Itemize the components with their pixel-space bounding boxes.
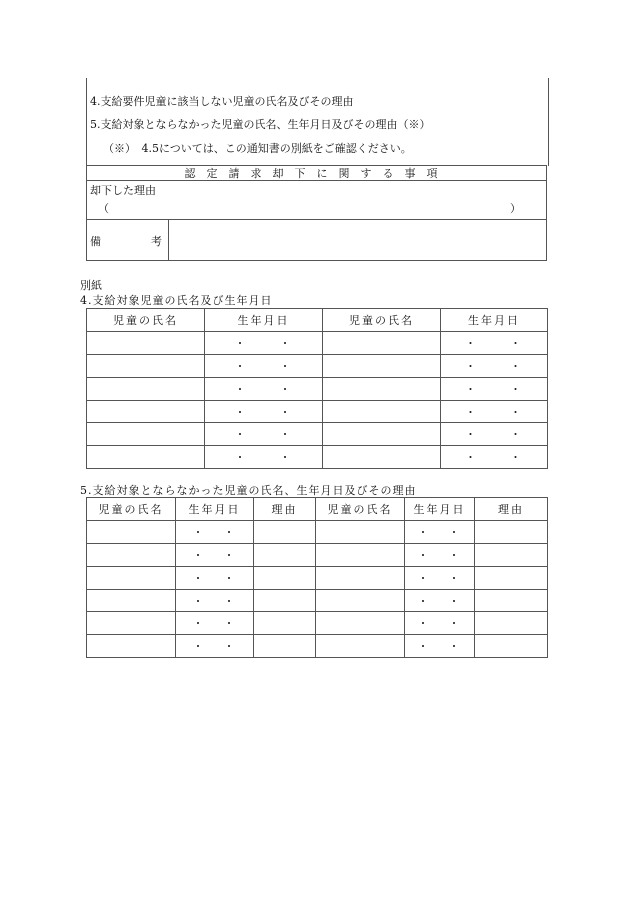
date-separator-dot: ・ bbox=[234, 451, 248, 465]
reason-cell bbox=[475, 635, 548, 658]
birthdate-cell bbox=[176, 635, 254, 658]
birthdate-cell bbox=[205, 400, 323, 423]
birthdate-cell bbox=[205, 331, 323, 354]
child-name-cell bbox=[87, 520, 176, 543]
table1-header-name: 児童の氏名 bbox=[323, 309, 441, 332]
birthdate-cell bbox=[205, 423, 323, 446]
date-separator-dot: ・ bbox=[448, 640, 462, 654]
birthdate-cell bbox=[405, 612, 475, 635]
date-separator-dot: ・ bbox=[234, 428, 248, 442]
date-separator-dot: ・ bbox=[192, 525, 206, 539]
child-name-cell bbox=[87, 589, 176, 612]
remarks-label-char-2: 考 bbox=[151, 235, 162, 248]
table-row bbox=[87, 589, 548, 612]
open-parenthesis: （ bbox=[98, 202, 109, 215]
table2-header-birthdate: 生年月日 bbox=[176, 498, 254, 521]
table1-title: 4.支給対象児童の氏名及び生年月日 bbox=[80, 294, 273, 307]
date-separator-dot: ・ bbox=[465, 405, 478, 419]
child-name-cell bbox=[87, 331, 205, 354]
date-separator-dot: ・ bbox=[234, 405, 248, 419]
table-row bbox=[87, 331, 548, 354]
table1-header-birthdate: 生年月日 bbox=[441, 309, 548, 332]
table1-header-name: 児童の氏名 bbox=[87, 309, 205, 332]
rejection-reason-box bbox=[86, 180, 547, 220]
date-separator-dot: ・ bbox=[510, 451, 523, 465]
child-name-cell bbox=[87, 635, 176, 658]
date-separator-dot: ・ bbox=[417, 571, 431, 585]
table1-header-row bbox=[87, 309, 548, 332]
date-separator-dot: ・ bbox=[465, 359, 478, 373]
date-separator-dot: ・ bbox=[234, 382, 248, 396]
date-separator-dot: ・ bbox=[465, 451, 478, 465]
birthdate-cell bbox=[405, 566, 475, 589]
table-row bbox=[87, 377, 548, 400]
child-name-cell bbox=[316, 520, 405, 543]
ineligible-children-table bbox=[86, 497, 548, 658]
date-separator-dot: ・ bbox=[192, 617, 206, 631]
date-separator-dot: ・ bbox=[234, 359, 248, 373]
child-name-cell bbox=[323, 331, 441, 354]
reason-cell bbox=[475, 520, 548, 543]
birthdate-cell bbox=[441, 331, 548, 354]
date-separator-dot: ・ bbox=[417, 525, 431, 539]
table-row bbox=[87, 612, 548, 635]
birthdate-cell bbox=[176, 543, 254, 566]
date-separator-dot: ・ bbox=[510, 382, 523, 396]
application-items-frame bbox=[86, 78, 549, 166]
date-separator-dot: ・ bbox=[223, 525, 237, 539]
remarks-divider bbox=[168, 220, 169, 260]
child-name-cell bbox=[316, 589, 405, 612]
date-separator-dot: ・ bbox=[279, 428, 293, 442]
date-separator-dot: ・ bbox=[223, 640, 237, 654]
table-row bbox=[87, 566, 548, 589]
table-row bbox=[87, 423, 548, 446]
child-name-cell bbox=[87, 377, 205, 400]
table1-header-birthdate: 生年月日 bbox=[205, 309, 323, 332]
table2-header-row bbox=[87, 498, 548, 521]
birthdate-cell bbox=[405, 543, 475, 566]
date-separator-dot: ・ bbox=[448, 571, 462, 585]
table-row bbox=[87, 543, 548, 566]
birthdate-cell bbox=[176, 520, 254, 543]
birthdate-cell bbox=[441, 377, 548, 400]
reason-cell bbox=[475, 589, 548, 612]
appendix-title: 別紙 bbox=[80, 279, 102, 292]
remarks-label-char-1: 備 bbox=[90, 235, 101, 248]
birthdate-cell bbox=[441, 423, 548, 446]
date-separator-dot: ・ bbox=[465, 382, 478, 396]
date-separator-dot: ・ bbox=[279, 405, 293, 419]
date-separator-dot: ・ bbox=[448, 548, 462, 562]
table2-header-name: 児童の氏名 bbox=[316, 498, 405, 521]
child-name-cell bbox=[316, 543, 405, 566]
date-separator-dot: ・ bbox=[234, 336, 248, 350]
child-name-cell bbox=[87, 400, 205, 423]
table-row bbox=[87, 354, 548, 377]
reason-cell bbox=[475, 543, 548, 566]
child-name-cell bbox=[87, 423, 205, 446]
child-name-cell bbox=[87, 612, 176, 635]
date-separator-dot: ・ bbox=[223, 571, 237, 585]
date-separator-dot: ・ bbox=[417, 617, 431, 631]
birthdate-cell bbox=[205, 446, 323, 469]
date-separator-dot: ・ bbox=[417, 640, 431, 654]
date-separator-dot: ・ bbox=[279, 382, 293, 396]
date-separator-dot: ・ bbox=[223, 617, 237, 631]
remarks-box bbox=[86, 219, 547, 261]
date-separator-dot: ・ bbox=[417, 548, 431, 562]
date-separator-dot: ・ bbox=[510, 405, 523, 419]
rejection-reason-label: 却下した理由 bbox=[90, 184, 156, 197]
table2-header-reason: 理由 bbox=[475, 498, 548, 521]
date-separator-dot: ・ bbox=[279, 336, 293, 350]
child-name-cell bbox=[316, 566, 405, 589]
table2-header-reason: 理由 bbox=[254, 498, 316, 521]
rejection-section-header: 認定請求却下に関する事項 bbox=[86, 165, 547, 181]
item-5-text: 5.支給対象とならなかった児童の氏名、生年月日及びその理由（※） bbox=[90, 118, 431, 131]
birthdate-cell bbox=[441, 446, 548, 469]
birthdate-cell bbox=[176, 589, 254, 612]
birthdate-cell bbox=[205, 354, 323, 377]
child-name-cell bbox=[87, 446, 205, 469]
birthdate-cell bbox=[405, 589, 475, 612]
reason-cell bbox=[254, 612, 316, 635]
child-name-cell bbox=[316, 635, 405, 658]
table-row bbox=[87, 520, 548, 543]
table-row bbox=[87, 635, 548, 658]
table-row bbox=[87, 400, 548, 423]
birthdate-cell bbox=[441, 400, 548, 423]
child-name-cell bbox=[323, 446, 441, 469]
birthdate-cell bbox=[176, 566, 254, 589]
child-name-cell bbox=[323, 400, 441, 423]
birthdate-cell bbox=[205, 377, 323, 400]
child-name-cell bbox=[87, 354, 205, 377]
date-separator-dot: ・ bbox=[448, 617, 462, 631]
table2-title: 5.支給対象とならなかった児童の氏名、生年月日及びその理由 bbox=[80, 484, 417, 497]
date-separator-dot: ・ bbox=[510, 336, 523, 350]
reason-cell bbox=[475, 612, 548, 635]
reason-cell bbox=[254, 589, 316, 612]
date-separator-dot: ・ bbox=[510, 359, 523, 373]
date-separator-dot: ・ bbox=[223, 548, 237, 562]
child-name-cell bbox=[316, 612, 405, 635]
table2-header-birthdate: 生年月日 bbox=[405, 498, 475, 521]
date-separator-dot: ・ bbox=[223, 594, 237, 608]
date-separator-dot: ・ bbox=[417, 594, 431, 608]
child-name-cell bbox=[323, 423, 441, 446]
reason-cell bbox=[254, 543, 316, 566]
table-row bbox=[87, 446, 548, 469]
date-separator-dot: ・ bbox=[279, 451, 293, 465]
date-separator-dot: ・ bbox=[192, 640, 206, 654]
date-separator-dot: ・ bbox=[279, 359, 293, 373]
reason-cell bbox=[254, 635, 316, 658]
date-separator-dot: ・ bbox=[192, 548, 206, 562]
child-name-cell bbox=[323, 377, 441, 400]
date-separator-dot: ・ bbox=[510, 428, 523, 442]
date-separator-dot: ・ bbox=[448, 525, 462, 539]
reason-cell bbox=[475, 566, 548, 589]
reason-cell bbox=[254, 520, 316, 543]
child-name-cell bbox=[87, 543, 176, 566]
birthdate-cell bbox=[176, 612, 254, 635]
reason-cell bbox=[254, 566, 316, 589]
table2-header-name: 児童の氏名 bbox=[87, 498, 176, 521]
date-separator-dot: ・ bbox=[448, 594, 462, 608]
date-separator-dot: ・ bbox=[192, 594, 206, 608]
birthdate-cell bbox=[405, 520, 475, 543]
birthdate-cell bbox=[441, 354, 548, 377]
item-4-text: 4.支給要件児童に該当しない児童の氏名及びその理由 bbox=[90, 95, 354, 108]
birthdate-cell bbox=[405, 635, 475, 658]
date-separator-dot: ・ bbox=[192, 571, 206, 585]
child-name-cell bbox=[87, 566, 176, 589]
remarks-label bbox=[90, 233, 162, 249]
child-name-cell bbox=[323, 354, 441, 377]
date-separator-dot: ・ bbox=[465, 428, 478, 442]
note-text: （※） 4.5については、この通知書の別紙をご確認ください。 bbox=[103, 142, 412, 155]
eligible-children-table bbox=[86, 308, 548, 469]
close-parenthesis: ） bbox=[510, 202, 521, 215]
date-separator-dot: ・ bbox=[465, 336, 478, 350]
